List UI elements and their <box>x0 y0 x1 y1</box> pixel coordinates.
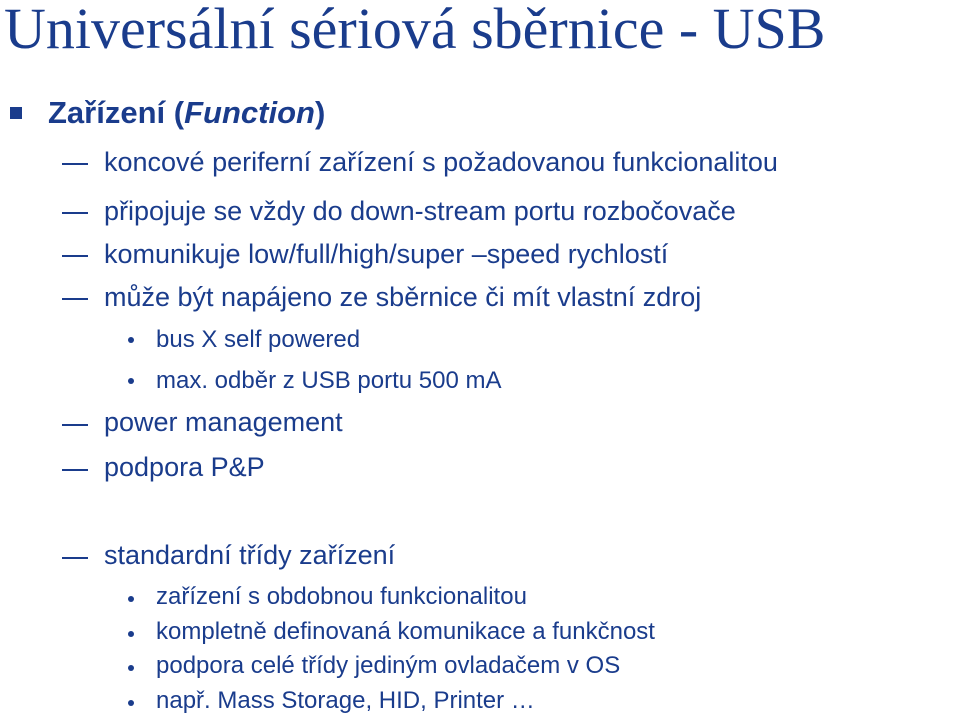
dash-bullet-icon <box>62 163 88 165</box>
list-item: podpora celé třídy jediným ovladačem v OS <box>156 652 621 679</box>
slide-title: Universální sériová sběrnice - USB <box>4 0 826 61</box>
list-item: standardní třídy zařízení <box>104 540 396 570</box>
dot-bullet-icon <box>128 700 134 706</box>
dot-bullet-icon <box>128 631 134 637</box>
dot-bullet-icon <box>128 378 134 384</box>
list-item: kompletně definovaná komunikace a funkčnost <box>156 618 655 645</box>
dash-bullet-icon <box>62 298 88 300</box>
list-item: zařízení s obdobnou funkcionalitou <box>156 583 527 610</box>
dot-bullet-icon <box>128 337 134 343</box>
heading-prefix: Zařízení ( <box>48 95 185 130</box>
list-item: může být napájeno ze sběrnice či mít vlastní zdroj <box>104 282 702 312</box>
list-item: max. odběr z USB portu 500 mA <box>156 367 502 394</box>
dot-bullet-icon <box>128 596 134 602</box>
section-heading <box>48 94 325 132</box>
list-item: podpora P&P <box>104 452 265 482</box>
list-item: power management <box>104 407 343 437</box>
list-item: komunikuje low/full/high/super –speed rychlostí <box>104 239 669 269</box>
dot-bullet-icon <box>128 665 134 671</box>
list-item: koncové periferní zařízení s požadovanou funkcionalitou <box>104 147 778 177</box>
dash-bullet-icon <box>62 557 88 559</box>
dash-bullet-icon <box>62 255 88 257</box>
list-item: připojuje se vždy do down-stream portu rozbočovače <box>104 196 736 226</box>
list-item: např. Mass Storage, HID, Printer … <box>156 687 535 714</box>
dash-bullet-icon <box>62 212 88 214</box>
heading-suffix: ) <box>314 95 326 130</box>
heading-italic: Function <box>184 95 315 130</box>
dash-bullet-icon <box>62 424 88 426</box>
square-bullet-icon <box>10 107 22 119</box>
list-item: bus X self powered <box>156 326 361 353</box>
dash-bullet-icon <box>62 469 88 471</box>
